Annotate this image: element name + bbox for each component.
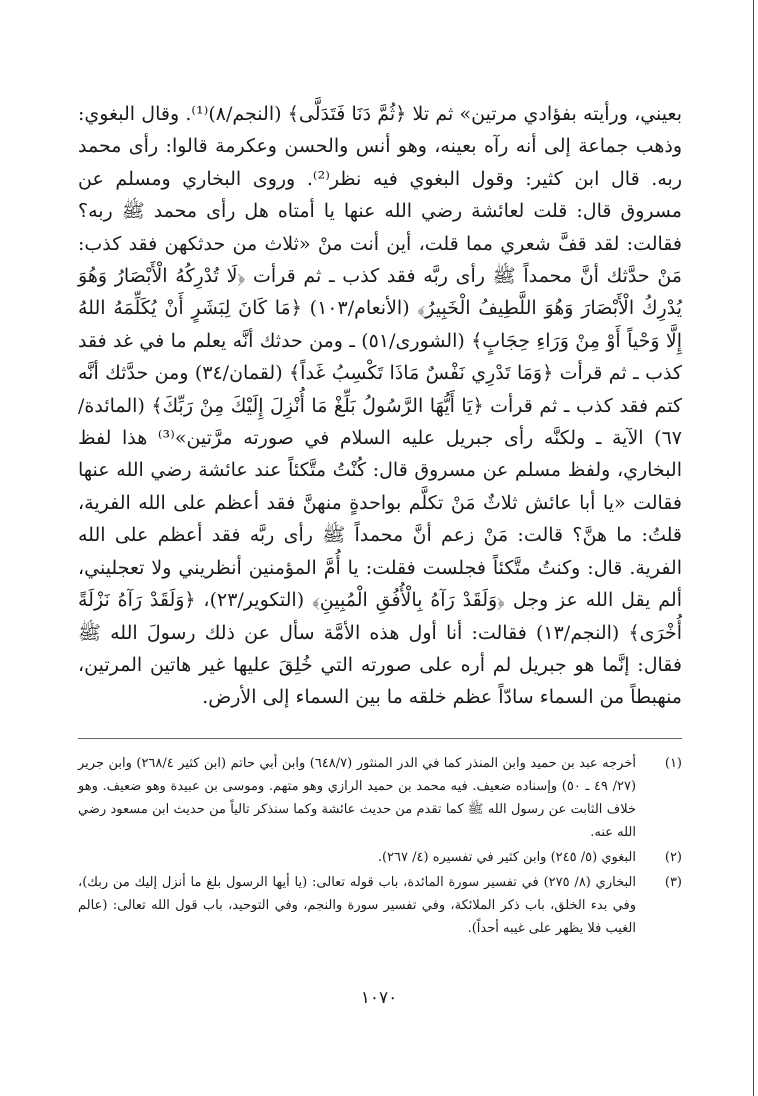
footnote-text: أخرجه عبد بن حميد وابن المنذر كما في الدر المنثور (٦٤٨/٧) وابن أبي حاتم (ابن كثير ٢٦٨/٤) وابن جرير (٢٧/ ٤٩ ـ ٥٠) وإسناده ضعيف. فيه محمد بن حميد الرازي وهو متهم. وموسى بن عبيدة وهو ضعيف. وهو خلاف الثابت عن رسول الله ﷺ كما تقدم من حديث عائشة وكما سنذكر تالياً من حديث ابن مسعود رضي الله عنه. (78, 756, 637, 840)
footnote-number: (٣) (664, 875, 682, 890)
footnote-text: البغوي (٥/ ٢٤٥) وابن كثير في تفسيره (٤/ ٢٦٧). (377, 850, 636, 865)
footnote-number: (١) (664, 756, 682, 771)
footnote-separator (78, 738, 682, 739)
footnote-text: البخاري (٨/ ٢٧٥) في تفسير سورة المائدة، باب قوله تعالى: (يا أيها الرسول بلغ ما أنزل إليك من ربك)، وفي بدء الخلق، باب ذكر الملائكة، وفي تفسير سورة والنجم، وفي التوحيد، باب قول الله تعالى: (عالم الغيب فلا يظهر على غيبه أحداً). (78, 875, 636, 936)
footnote-3 (78, 871, 682, 940)
footnotes (78, 752, 682, 942)
main-paragraph: بعيني، ورأيته بفؤادي مرتين» ثم تلا ﴿ثُمَّ دَنَا فَتَدَلَّى﴾ (النجم/٨)⁽¹⁾. وقال البغوي: وذهب جماعة إلى أنه رآه بعينه، وهو أنس والحسن وعكرمة قالوا: رأى محمد ربه. قال ابن كثير: وقول البغوي فيه نظر⁽²⁾. وروى البخاري ومسلم عن مسروق قال: قلت لعائشة رضي الله عنها يا أمتاه هل رأى محمد ﷺ ربه؟ فقالت: لقد قفَّ شعري مما قلت، أين أنت منْ «ثلاث من حدثكهن فقد كذب: مَنْ حدَّثك أنَّ محمداً ﷺ رأى ربَّه فقد كذب ـ ثم قرأت ﴿لَا تُدْرِكُهُ الْأَبْصَارُ وَهُوَ يُدْرِكُ الْأَبْصَارَ وَهُوَ اللَّطِيفُ الْخَبِيرُ﴾ (الأنعام/١٠٣) ﴿مَا كَانَ لِبَشَرٍ أَنْ يُكَلِّمَهُ اللهُ إِلَّا وَحْياً أَوْ مِنْ وَرَاءِ حِجَابٍ﴾ (الشورى/٥١) ـ ومن حدثك أنَّه يعلم ما في غد فقد كذب ـ ثم قرأت ﴿وَمَا تَدْرِي نَفْسٌ مَاذَا تَكْسِبُ غَداً﴾ (لقمان/٣٤) ومن حدَّثك أنَّه كتم فقد كذب ـ ثم قرأت ﴿يَا أَيُّهَا الرَّسُولُ بَلِّغْ مَا أُنْزِلَ إِلَيْكَ مِنْ رَبِّكَ﴾ (المائدة/٦٧) الآية ـ ولكنَّه رأى جبريل عليه السلام في صورته مرَّتين»⁽³⁾ هذا لفظ البخاري، ولفظ مسلم عن مسروق قال: كُنْتُ متَّكئاً عند عائشة رضي الله عنها فقالت «يا أبا عائش ثلاثٌ مَنْ تكلَّم بواحدةٍ منهنَّ فقد أعظم على الله الفرية، قلتُ: ما هنَّ؟ قالت: مَنْ زعم أنَّ محمداً ﷺ رأى ربَّه فقد أعظم على الله الفرية. قال: وكنتُ متَّكئاً فجلست فقلت: يا أُمَّ المؤمنين أنظريني ولا تعجليني، ألم يقل الله عز وجل ﴿وَلَقَدْ رَآهُ بِالْأُفُقِ الْمُبِينِ﴾ (التكوير/٢٣)، ﴿وَلَقَدْ رَآهُ نَزْلَةً أُخْرَى﴾ (النجم/١٣) فقالت: أنا أول هذه الأمَّة سأل عن ذلك رسولَ الله ﷺ فقال: إنَّما هو جبريل لم أره على صورته التي خُلِقَ عليها غير هاتين المرتين، منهبطاً من السماء سادّاً عظم خلقه ما بين السماء إلى الأرض. (78, 103, 683, 709)
footnote-1 (78, 752, 682, 844)
page-number: ١٠٧٠ (360, 988, 398, 1008)
main-text-block (78, 98, 682, 714)
footnote-number: (٢) (664, 850, 682, 865)
footnote-2 (78, 846, 682, 869)
page-edge-line (753, 0, 754, 1096)
